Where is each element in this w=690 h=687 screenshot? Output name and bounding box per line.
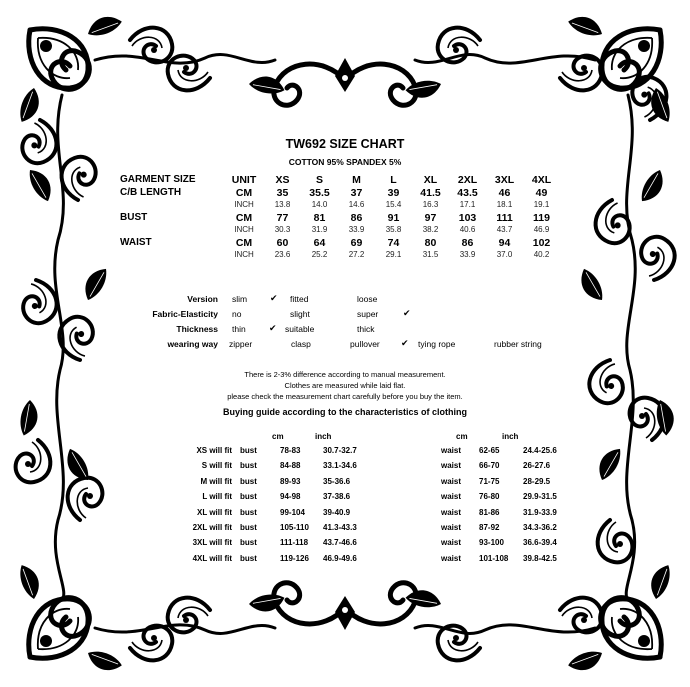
cm-value: 41.5 [420,186,441,199]
guide-inch: 39-40.9 [323,507,351,517]
size-header: XS [275,174,290,186]
guide-part2: waist [441,461,462,471]
guide-part2: waist [441,507,462,517]
guide-inch: 46.9-49.6 [323,553,357,563]
attribute-option: no [232,309,242,319]
inch-value: 16.3 [422,200,439,209]
inch-value: 15.4 [385,200,402,209]
guide-fit: 4XL will fit [192,553,232,563]
size-header: 2XL [457,174,478,186]
guide-inch-header: inch [315,432,332,441]
guide-part2: waist [441,446,462,455]
guide-part2: waist [441,476,462,486]
guide-fit: S will fit [201,461,232,471]
garment-size-label: GARMENT SIZE [120,174,196,185]
guide-part: bust [240,492,257,502]
measure-row-cm [120,237,560,250]
inch-value: 18.1 [496,200,513,209]
note-2: Clothes are measured while laid flat. [284,381,406,390]
measure-label-blank [120,224,224,237]
guide-cm-header: cm [272,432,284,441]
cm-value: 35.5 [309,186,330,199]
guide-fit: 2XL will fit [192,523,232,533]
inch-value: 19.1 [533,200,550,209]
size-header: L [390,174,397,186]
guide-part2: waist [441,538,462,548]
cm-value: 46 [498,186,511,199]
attribute-option: zipper [229,339,253,349]
cm-value: 119 [533,211,550,224]
measure-row-cm [120,187,560,200]
cm-value: 86 [350,211,363,224]
unit-inch: INCH [234,225,254,234]
attribute-option: loose [357,294,378,304]
measure-row-cm [120,212,560,225]
guide-inch2: 26-27.6 [523,461,551,471]
inch-value: 35.8 [385,225,402,234]
cm-value: 37 [350,186,363,199]
guide-part2: waist [441,553,462,563]
cm-value: 35 [276,186,289,199]
unit-cm: CM [235,186,253,199]
guide-cm2: 93-100 [479,538,504,548]
attribute-option: thick [357,324,375,334]
guide-inch: 37-38.6 [323,492,351,502]
cm-value: 60 [276,236,289,249]
attribute-option: slight [290,309,310,319]
inch-value: 17.1 [459,200,476,209]
guide-inch: 33.1-34.6 [323,461,357,471]
measure-row-inch [120,199,560,212]
guide-cm: 78-83 [280,446,301,455]
guide-inch-header-2: inch [502,432,519,441]
guide-cm2: 81-86 [479,507,500,517]
size-header: M [352,174,361,186]
inch-value: 14.0 [311,200,328,209]
measure-label: BUST [120,211,148,223]
inch-value: 37.0 [496,250,513,259]
cm-value: 80 [424,236,437,249]
table-row [150,535,583,550]
guide-cm-header-2: cm [456,432,468,441]
guide-cm: 105-110 [280,523,309,533]
cm-value: 77 [276,211,289,224]
unit-inch: INCH [234,200,254,209]
measure-label-blank [120,249,224,262]
cm-value: 69 [350,236,363,249]
guide-fit: L will fit [202,492,232,502]
inch-value: 29.1 [385,250,402,259]
measure-row-inch [120,224,560,237]
guide-part2: waist [441,492,462,502]
measure-label: C/B LENGTH [120,186,182,198]
inch-value: 31.9 [311,225,328,234]
fabric-composition: COTTON 95% SPANDEX 5% [288,157,402,167]
inch-value: 38.2 [422,225,439,234]
check-icon: ✔ [401,338,409,348]
attribute-option: thin [232,324,246,334]
unit-cm: CM [235,211,253,224]
cm-value: 64 [313,236,326,249]
guide-cm: 119-126 [280,553,309,563]
guide-inch2: 34.3-36.2 [523,523,557,533]
inch-value: 33.9 [348,225,365,234]
attribute-label: Version [187,294,218,304]
buying-guide-table [150,443,583,566]
guide-inch2: 28-29.5 [523,476,551,486]
table-row [150,551,583,566]
cm-value: 74 [387,236,400,249]
guide-inch2: 29.9-31.5 [523,492,557,502]
attribute-option: fitted [290,294,309,304]
cm-value: 102 [532,236,551,249]
cm-value: 81 [313,211,326,224]
check-icon: ✔ [269,323,277,333]
cm-value: 49 [535,186,548,199]
inch-value: 14.6 [348,200,365,209]
guide-part2: waist [441,523,462,533]
guide-cm2: 76-80 [479,492,500,502]
measure-label: WAIST [120,236,152,248]
cm-value: 86 [461,236,474,249]
guide-part: bust [240,446,257,455]
attribute-label: wearing way [167,339,218,349]
inch-value: 46.9 [533,225,550,234]
guide-fit: 3XL will fit [192,538,232,548]
inch-value: 40.2 [533,250,550,259]
guide-cm2: 101-108 [479,553,509,563]
guide-cm2: 66-70 [479,461,500,471]
size-header-row [120,174,560,187]
size-header: S [315,174,323,186]
unit-header: UNIT [231,174,257,186]
size-header: 3XL [494,174,515,186]
size-table [120,174,560,262]
guide-cm2: 87-92 [479,523,500,533]
guide-cm: 84-88 [280,461,301,471]
guide-inch2: 39.8-42.5 [523,553,557,563]
measure-row-inch [120,249,560,262]
page-title: TW692 SIZE CHART [285,137,405,151]
inch-value: 30.3 [274,225,291,234]
size-header: XL [423,174,438,186]
unit-cm: CM [235,236,253,249]
guide-inch2: 36.6-39.4 [523,538,557,548]
unit-inch: INCH [234,250,254,259]
cm-value: 111 [496,211,513,224]
table-row [150,458,583,473]
inch-value: 23.6 [274,250,291,259]
inch-value: 40.6 [459,225,476,234]
guide-cm2: 62-65 [479,446,500,455]
cm-value: 43.5 [457,186,478,199]
guide-cm: 94-98 [280,492,301,502]
guide-inch2: 24.4-25.6 [523,446,557,455]
guide-inch2: 31.9-33.9 [523,507,557,517]
attribute-option: tying rope [418,339,456,349]
guide-cm: 99-104 [280,507,305,517]
note-3: please check the measurement chart carefully before you buy the item. [227,392,463,401]
guide-cm: 111-118 [280,538,309,548]
guide-fit: M will fit [200,476,232,486]
guide-part: bust [240,553,257,563]
guide-inch: 35-36.6 [323,476,351,486]
size-header: 4XL [531,174,552,186]
guide-part: bust [240,523,257,533]
attribute-option: slim [232,294,248,304]
inch-value: 43.7 [496,225,513,234]
attribute-option: pullover [350,339,380,349]
cm-value: 39 [387,186,400,199]
guide-part: bust [240,461,257,471]
attribute-label: Thickness [176,324,218,334]
inch-value: 13.8 [274,200,291,209]
table-row [150,443,583,458]
attribute-option: super [357,309,379,319]
attribute-label: Fabric-Elasticity [152,309,218,319]
table-row [150,505,583,520]
attribute-option: suitable [285,324,315,334]
guide-inch: 43.7-46.6 [323,538,357,548]
guide-inch: 41.3-43.3 [323,523,357,533]
note-1: There is 2-3% difference according to manual measurement. [244,370,446,379]
guide-inch: 30.7-32.7 [323,446,357,455]
guide-cm2: 71-75 [479,476,500,486]
guide-part: bust [240,538,257,548]
guide-part: bust [240,476,257,486]
cm-value: 103 [458,211,477,224]
buying-guide-title: Buying guide according to the characteristics of clothing [222,407,468,417]
measure-label-blank [120,199,224,212]
inch-value: 27.2 [348,250,365,259]
attribute-option: clasp [291,339,311,349]
attribute-option: rubber string [494,339,542,349]
check-icon: ✔ [403,308,411,318]
inch-value: 31.5 [422,250,439,259]
guide-fit: XL will fit [197,507,232,517]
check-icon: ✔ [270,293,278,303]
guide-cm: 89-93 [280,476,301,486]
guide-part: bust [240,507,257,517]
cm-value: 94 [498,236,511,249]
table-row [150,489,583,504]
cm-value: 91 [387,211,400,224]
table-row [150,474,583,489]
table-row [150,520,583,535]
inch-value: 33.9 [459,250,476,259]
inch-value: 25.2 [311,250,328,259]
guide-fit: XS will fit [196,446,232,455]
cm-value: 97 [424,211,437,224]
